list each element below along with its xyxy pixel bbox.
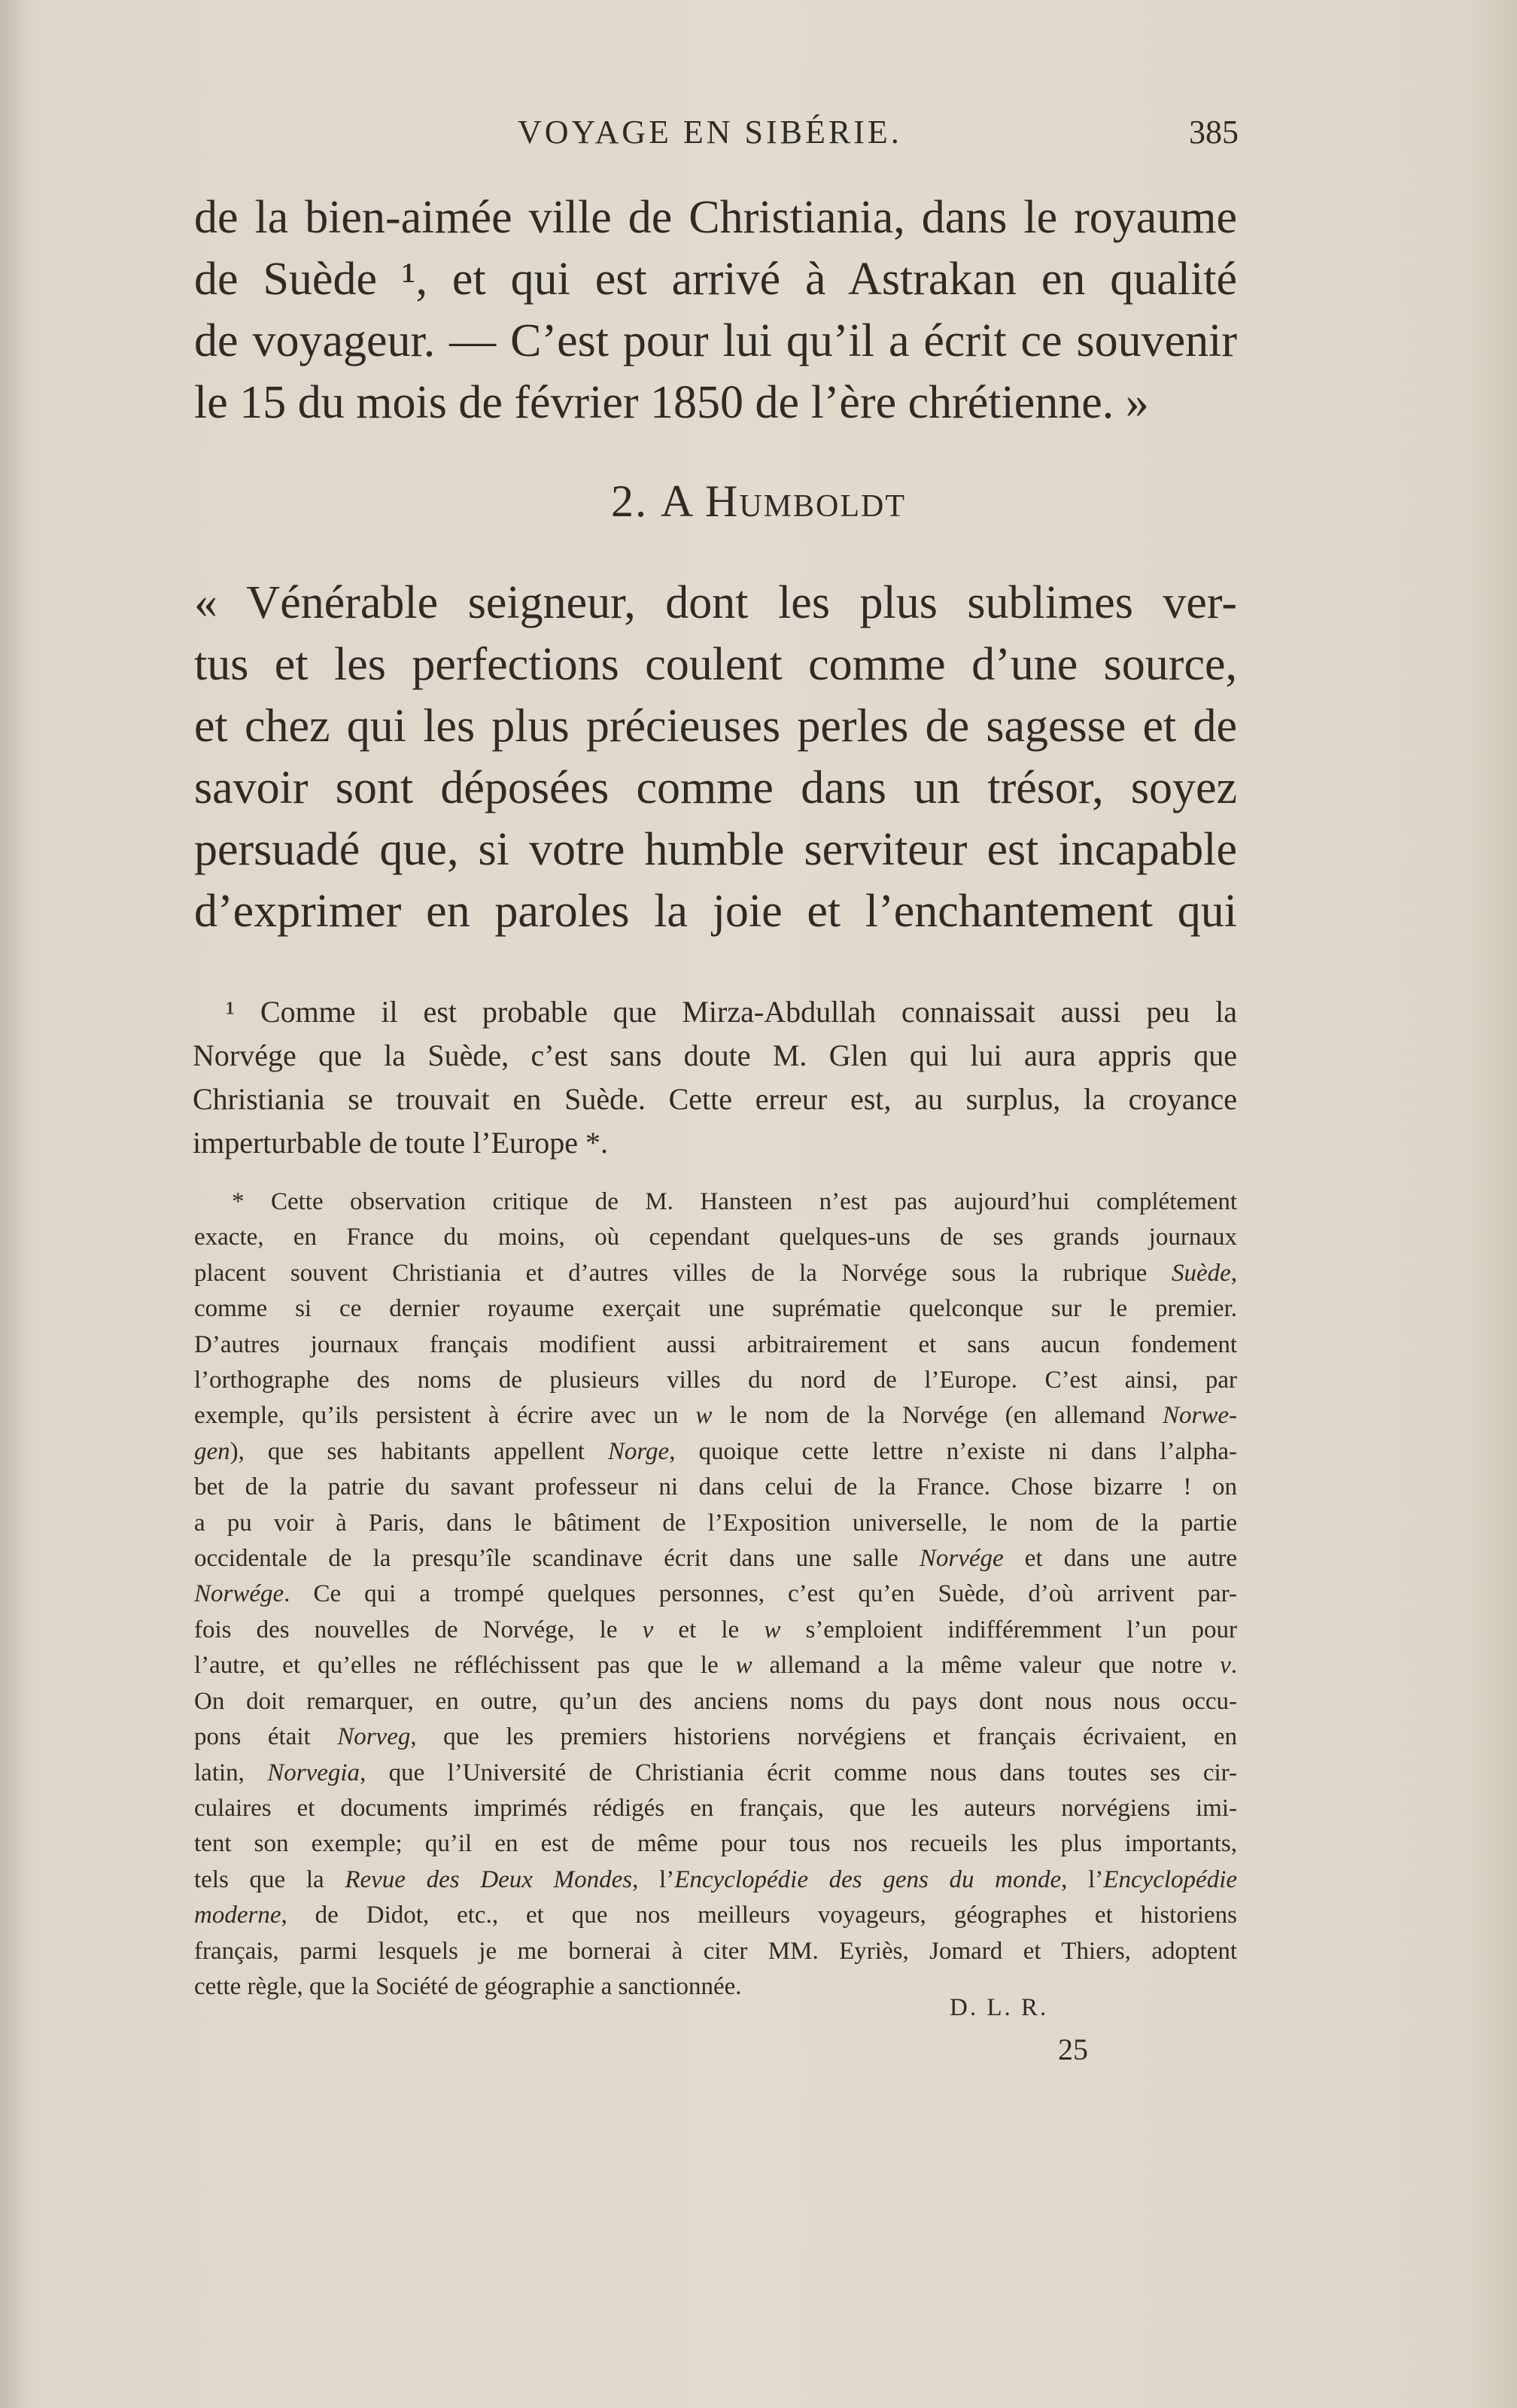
text-line: de voyageur. — C’est pour lui qu’il a écrit ce souvenir — [194, 315, 1237, 366]
italic-term: v — [1220, 1652, 1231, 1680]
footnote-line: imperturbable de toute l’Europe *. — [193, 1126, 609, 1160]
paragraph-letter — [194, 572, 1237, 942]
text-line: savoir sont déposées comme dans un trésor, soyez — [194, 762, 1237, 813]
footnote-line: placent souvent Christiania et d’autres villes de la Norvége sous la rubrique Suède, — [194, 1259, 1237, 1287]
footnote-line: l’orthographe des noms de plusieurs villes du nord de l’Europe. C’est ainsi, par — [194, 1367, 1237, 1394]
text-line: tus et les perfections coulent comme d’une source, — [194, 639, 1237, 690]
footnote-line: * Cette observation critique de M. Hansteen n’est pas aujourd’hui complétement — [232, 1188, 1237, 1215]
text-line: « Vénérable seigneur, dont les plus sublimes ver- — [194, 577, 1237, 628]
paragraph-continuation — [194, 187, 1237, 433]
footnote-line: a pu voir à Paris, dans le bâtiment de l’Exposition universelle, le nom de la partie — [194, 1509, 1237, 1537]
italic-term: v — [642, 1616, 654, 1643]
footnote-line: exacte, en France du moins, où cependant quelques-uns de ses grands journaux — [194, 1224, 1237, 1251]
section-number: 2. — [610, 476, 648, 526]
italic-term: gen — [194, 1437, 230, 1465]
italic-term: Revue des Deux Mondes — [345, 1865, 633, 1893]
italic-term: Suède — [1171, 1259, 1231, 1287]
footnote-line: ¹ Comme il est probable que Mirza-Abdullah connaissait aussi peu la — [226, 995, 1237, 1029]
footnote-line: latin, Norvegia, que l’Université de Christiania écrit comme nous dans toutes ses cir- — [194, 1759, 1237, 1786]
footnote-line: exemple, qu’ils persistent à écrire avec un w le nom de la Norvége (en allemand Norwe- — [194, 1402, 1237, 1430]
page-number: 385 — [1189, 114, 1239, 150]
text-line: persuadé que, si votre humble serviteur est incapable — [194, 824, 1237, 875]
signature-mark: 25 — [1058, 2033, 1088, 2066]
italic-term: Norwége — [194, 1580, 284, 1608]
footnote-line: pons était Norveg, que les premiers historiens norvégiens et français écrivaient, en — [194, 1723, 1237, 1751]
italic-term: w — [695, 1402, 713, 1430]
footnote-line: l’autre, et qu’elles ne réfléchissent pas que le w allemand a la même valeur que notre v. — [194, 1652, 1237, 1680]
footnote-line: bet de la patrie du savant professeur ni dans celui de la France. Chose bizarre ! on — [194, 1473, 1237, 1501]
text-line: de la bien-aimée ville de Christiania, dans le royaume — [194, 192, 1237, 243]
footnote-line: fois des nouvelles de Norvége, le v et le w s’emploient indifféremment l’un pour — [194, 1616, 1237, 1643]
footnote-line: Norwége. Ce qui a trompé quelques personnes, c’est qu’en Suède, d’où arrivent par- — [194, 1580, 1237, 1608]
footnote-line: comme si ce dernier royaume exerçait une suprématie quelconque sur le premier. — [194, 1295, 1237, 1323]
text-line: de Suède ¹, et qui est arrivé à Astrakan en qualité — [194, 254, 1237, 305]
footnote-line: On doit remarquer, en outre, qu’un des anciens noms du pays dont nous nous occu- — [194, 1687, 1237, 1715]
italic-term: Norwe- — [1163, 1402, 1237, 1430]
section-title: A Humboldt — [660, 476, 906, 526]
italic-term: Norvége — [919, 1545, 1004, 1573]
italic-term: w — [735, 1652, 752, 1680]
italic-term: Norge — [607, 1437, 670, 1465]
text-line: le 15 du mois de février 1850 de l’ère chrétienne. » — [194, 377, 1149, 428]
italic-term: Norveg — [337, 1723, 411, 1751]
running-title: VOYAGE EN SIBÉRIE. — [518, 114, 902, 150]
italic-term: w — [764, 1616, 781, 1643]
footnote-line: occidentale de la presqu’île scandinave écrit dans une salle Norvége et dans une autre — [194, 1545, 1238, 1573]
footnote-1 — [193, 990, 1237, 1165]
italic-term: Encyclopédie des gens du monde — [674, 1865, 1062, 1893]
footnote-line: D’autres journaux français modifient aussi arbitrairement et sans aucun fondement — [194, 1330, 1237, 1358]
footnote-line: cette règle, que la Société de géographie a sanctionnée. — [194, 1972, 742, 2000]
editor-footnote — [194, 1184, 1237, 2005]
italic-term: Encyclopédie — [1103, 1865, 1238, 1893]
text-line: et chez qui les plus précieuses perles de sagesse et de — [194, 701, 1237, 752]
footnote-line: tels que la Revue des Deux Mondes, l’Encyclopédie des gens du monde, l’Encyclopédie — [194, 1865, 1238, 1893]
footnote-signature: D. L. R. — [950, 1994, 1049, 2021]
page-spine-shadow — [0, 0, 30, 2408]
footnote-line: tent son exemple; qu’il en est de même pour tous nos recueils les plus importants, — [194, 1830, 1237, 1858]
italic-term: Norvegia — [267, 1759, 360, 1786]
text-line: d’exprimer en paroles la joie et l’enchantement qui — [194, 886, 1237, 937]
footnote-line: Christiania se trouvait en Suède. Cette erreur est, au surplus, la croyance — [193, 1082, 1237, 1116]
italic-term: moderne — [194, 1902, 281, 1929]
footnote-line: culaires et documents imprimés rédigés en français, que les auteurs norvégiens imi- — [194, 1794, 1237, 1822]
footnote-line: Norvége que la Suède, c’est sans doute M. Glen qui lui aura appris que — [193, 1038, 1237, 1072]
running-head — [193, 113, 1239, 158]
footnote-line: français, parmi lesquels je me bornerai à citer MM. Eyriès, Jomard et Thiers, adoptent — [194, 1937, 1237, 1965]
footnote-line: moderne, de Didot, etc., et que nos meilleurs voyageurs, géographes et historiens — [194, 1902, 1237, 1929]
footnote-line: gen), que ses habitants appellent Norge, quoique cette lettre n’existe ni dans l’alpha- — [194, 1437, 1237, 1465]
section-heading — [0, 476, 1517, 528]
